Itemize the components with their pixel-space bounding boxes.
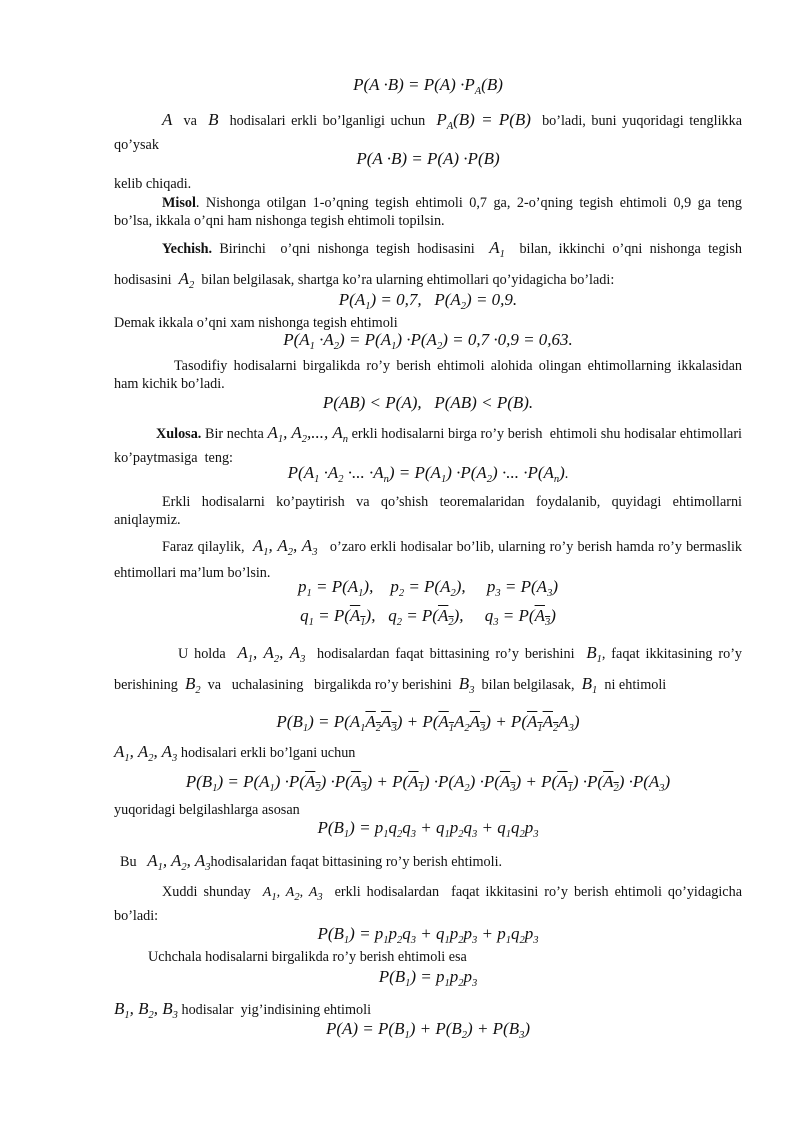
formula-multiplication-dependent: $P(A \cdot B) = P(A) \cdot P_A(B)$ xyxy=(353,75,503,97)
solution-heading: Yechish. xyxy=(162,241,213,257)
formula-product-n: $P(A_1 \cdot A_2$ ·... $\cdot A_n) = P(A_1) \cdot P(A_2)$ ·... $\cdot P(A_n)$. xyxy=(287,463,569,485)
paragraph-theorems xyxy=(114,493,742,529)
example-heading: Misol xyxy=(162,195,196,211)
formula-both-hit: $P(A_1 \cdot A_2) = P(A_1) \cdot P(A_2) = 0,7 \cdot 0,9 = 0,63$. xyxy=(283,330,573,352)
formula-multiplication-independent: P(A ·B) = P(A) ·P(B) xyxy=(356,149,500,168)
paragraph-example xyxy=(114,194,742,230)
all-three-text: Uchchala hodisalarni birgalikda ro’y berish ehtimoli esa xyxy=(148,949,467,965)
formula-given-probabilities: $P(A_1) = 0,7$, $P(A_2) = 0,9$. xyxy=(338,290,518,312)
formula-b3-pq: $P(B_1) = p_1p_2p_3$ xyxy=(378,967,478,989)
formula-inequalities: P(AB) < P(A), P(AB) < P(B). xyxy=(322,393,534,412)
paragraph-solution: Yechish. Birinchi o’qni nishonga tegish hodisasini $A_1$ bilan, ikkinchi o’qni nishonga tegish hodisasini $A_2$ bilan belgilasak, shartga ko’ra ularning ehtimollari qo’yidagicha bo’ladi: xyxy=(114,238,742,291)
paragraph-all-three xyxy=(114,948,742,966)
paragraph-conclusion: Xulosa. Bir nechta $A_1$, $A_2$,..., $A_n$ erkli hodisalarni birga ro’y berish ehtimoli shu hodisalar ehtimollari ko’paytmasiga teng: xyxy=(114,423,742,466)
formula-b1-pq: $P(B_1) = p_1q_2q_3 + q_1p_2q_3 + q_1q_2p_3$ xyxy=(317,818,539,840)
formula-p-values: $p_1 = P(A_1)$, $p_2 = P(A_2)$, $p_3 = P(A_3)$ xyxy=(298,577,558,599)
paragraph-suppose: Faraz qilaylik, $A_1$, $A_2$, $A_3$ o’zaro erkli hodisalar bo’lib, ularning ro’y berish hamda ro’y bermaslik ehtimollari ma’lum bo’lsin. xyxy=(114,536,743,581)
formula-b2-pq: $P(B_1) = p_1p_2q_3 + q_1p_2p_3 + p_1q_2p_3$ xyxy=(317,924,539,946)
example-text: . Nishonga otilgan 1-o’qning tegish ehtimoli 0,7 ga, 2-o’qning tegish ehtimoli 0,9 ga teng bo’lsa, ikkala o’qni ham nishonga tegish ehtimoli topilsin. xyxy=(114,195,742,229)
paragraph-independent-reason: $A_1$, $A_2$, $A_3$ hodisalari erkli bo’lgani uchun xyxy=(114,742,356,764)
formula-sum-b: $P(A) = P(B_1) + P(B_2) + P(B_3)$ xyxy=(325,1019,531,1041)
paragraph-joint-smaller xyxy=(114,357,742,393)
paragraph-b-events: U holda $A_1$, $A_2$, $A_3$ hodisalardan faqat bittasining ro’y berishini $B_1$, faqat ikkitasining ro’y berishining $B_2$ va uchalasining birgalikda ro’y berishini $B_3$ bilan belgilasak, $B_1$ ni ehtimoli xyxy=(114,643,743,696)
paragraph-independent-events: A va B hodisalari erkli bo’lganligi uchun $P_A(B) = P(B)$ bo’ladi, buni yuqoridagi tenglikka qo’ysak xyxy=(114,110,742,153)
paragraph-kelib-chiqadi: kelib chiqadi. xyxy=(114,176,192,192)
paragraph-exactly-one: Bu $A_1$, $A_2$, $A_3hodisalaridan$ faqat bittasining ro’y berish ehtimoli. xyxy=(120,851,503,873)
formula-b1-definition: $P(B_1) = P(A_1A_2A_3) + P(A_1A_2A_3) + P(A_1A_2A_3)$ xyxy=(276,712,580,734)
formula-q-values: $q_1 = P(A_1)$, $q_2 = P(A_2)$, $q_3 = P(A_3)$ xyxy=(300,606,556,628)
theorems-text: Erkli hodisalarni ko’paytirish va qo’shish teoremalaridan foydalanib, quyidagi ehtimollarni aniqlaymiz. xyxy=(114,494,742,528)
joint-smaller-text: Tasodifiy hodisalarni birgalikda ro’y berish ehtimoli alohida olingan ehtimollarning ikkalasidan ham kichik bo’ladi. xyxy=(114,358,742,392)
formula-b1-expanded: $P(B_1) = P(A_1) \cdot P(A_2) \cdot P(A_3) + P(A_1) \cdot P(A_2) \cdot P(A_3) + P(A_1) \cdot P(A_2) \cdot P(A_3)$ xyxy=(185,772,671,794)
paragraph-exactly-two: Xuddi shunday $A_1$, $A_2$, $A_3$ erkli hodisalardan faqat ikkitasini ro’y berish ehtimoli qo’yidagicha bo’ladi: xyxy=(114,884,742,924)
paragraph-both-hit: Demak ikkala o’qni xam nishonga tegish ehtimoli xyxy=(114,315,398,331)
paragraph-sum-probability: $B_1$, $B_2$, $B_3$ hodisalar yig’indisining ehtimoli xyxy=(114,999,372,1021)
conclusion-heading: Xulosa. xyxy=(156,426,202,442)
paragraph-by-notation: yuqoridagi belgilashlarga asosan xyxy=(114,802,300,818)
